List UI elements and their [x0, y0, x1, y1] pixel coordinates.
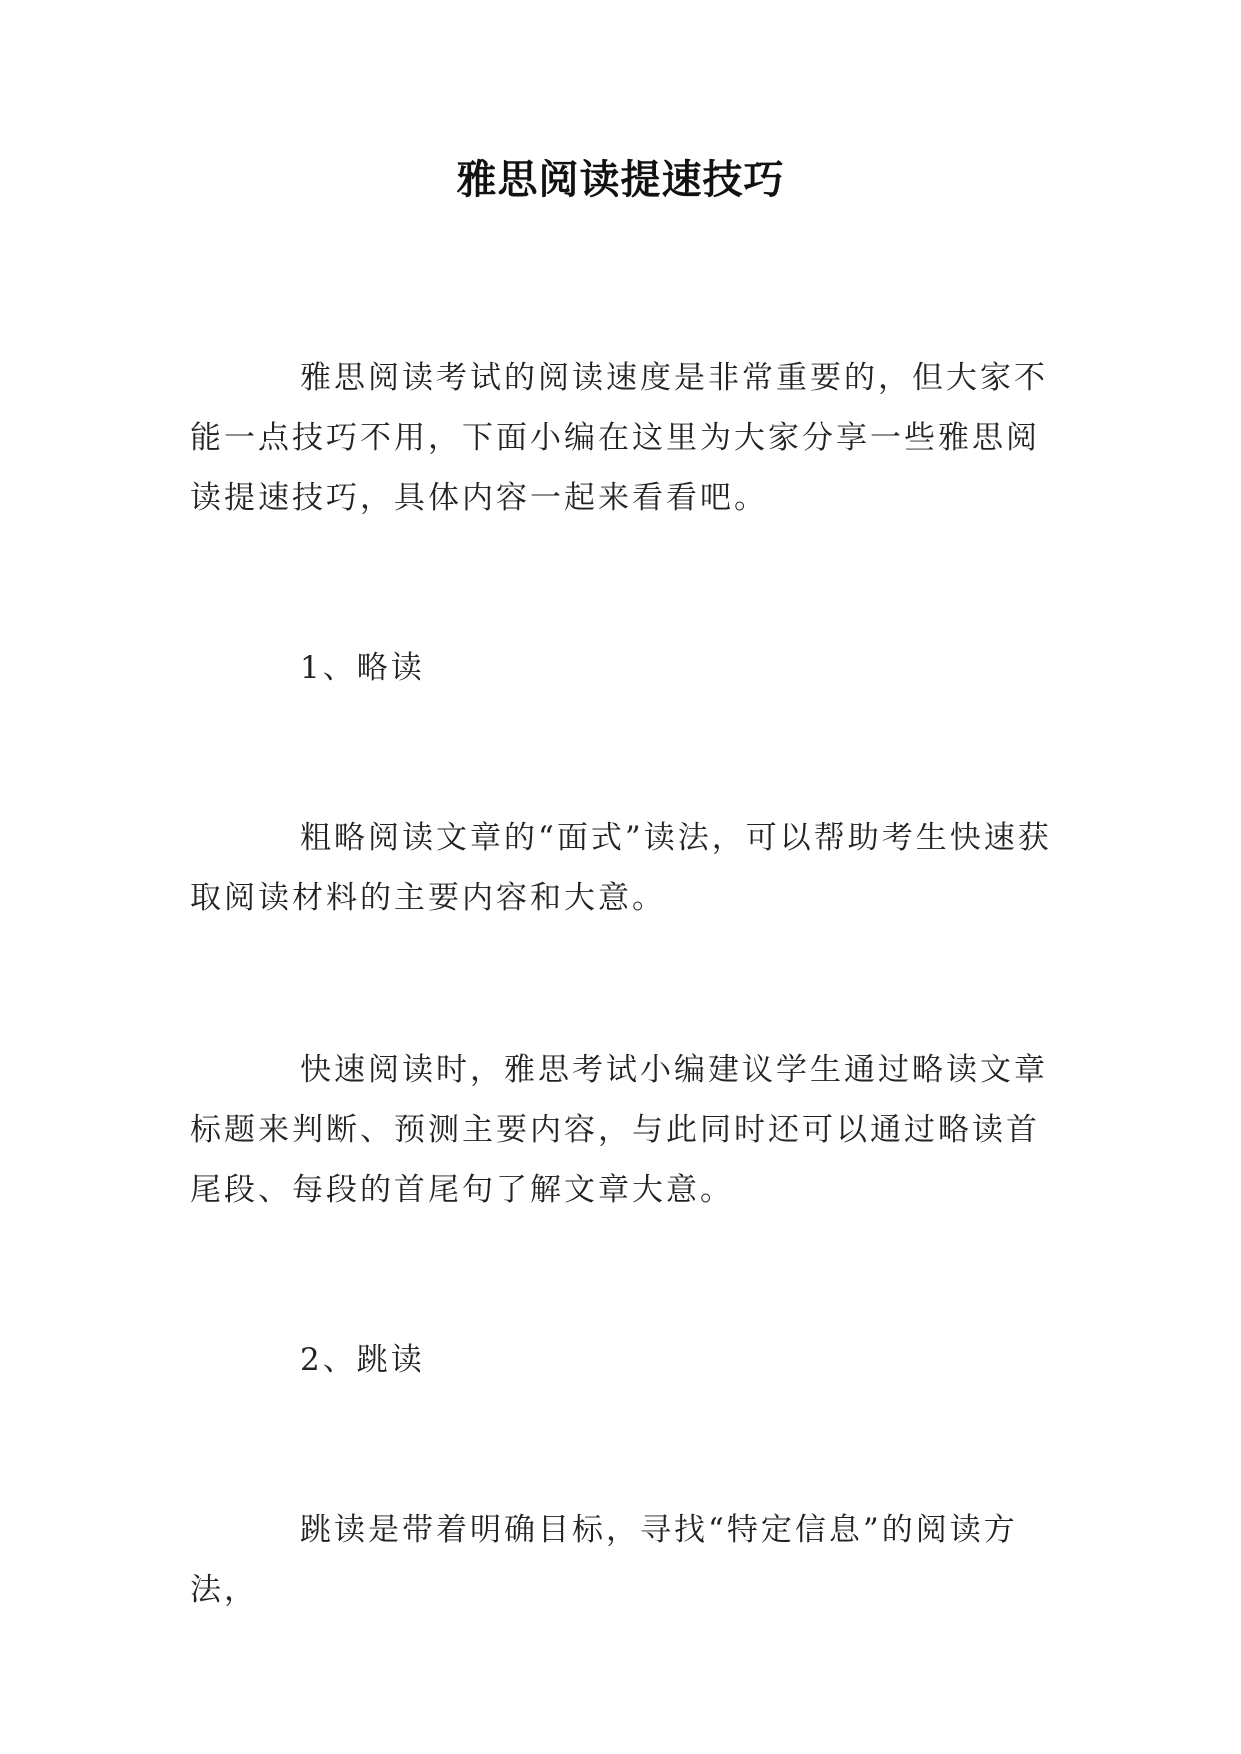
skimming-paragraph-1: 粗略阅读文章的“面式”读法，可以帮助考生快速获取阅读材料的主要内容和大意。: [190, 820, 1052, 916]
scanning-paragraph-1: 跳读是带着明确目标，寻找“特定信息”的阅读方法，: [190, 1512, 1018, 1608]
skimming-paragraph-2: 快速阅读时，雅思考试小编建议学生通过略读文章标题来判断、预测主要内容，与此同时还可以通过略读首尾段、每段的首尾句了解文章大意。: [190, 1052, 1048, 1208]
section-heading-scanning: 2、跳读: [300, 1342, 425, 1378]
intro-paragraph: 雅思阅读考试的阅读速度是非常重要的，但大家不能一点技巧不用，下面小编在这里为大家分享一些雅思阅读提速技巧，具体内容一起来看看吧。: [190, 360, 1048, 516]
document-title: 雅思阅读提速技巧: [456, 157, 785, 203]
section-heading-skimming: 1、略读: [300, 650, 425, 686]
